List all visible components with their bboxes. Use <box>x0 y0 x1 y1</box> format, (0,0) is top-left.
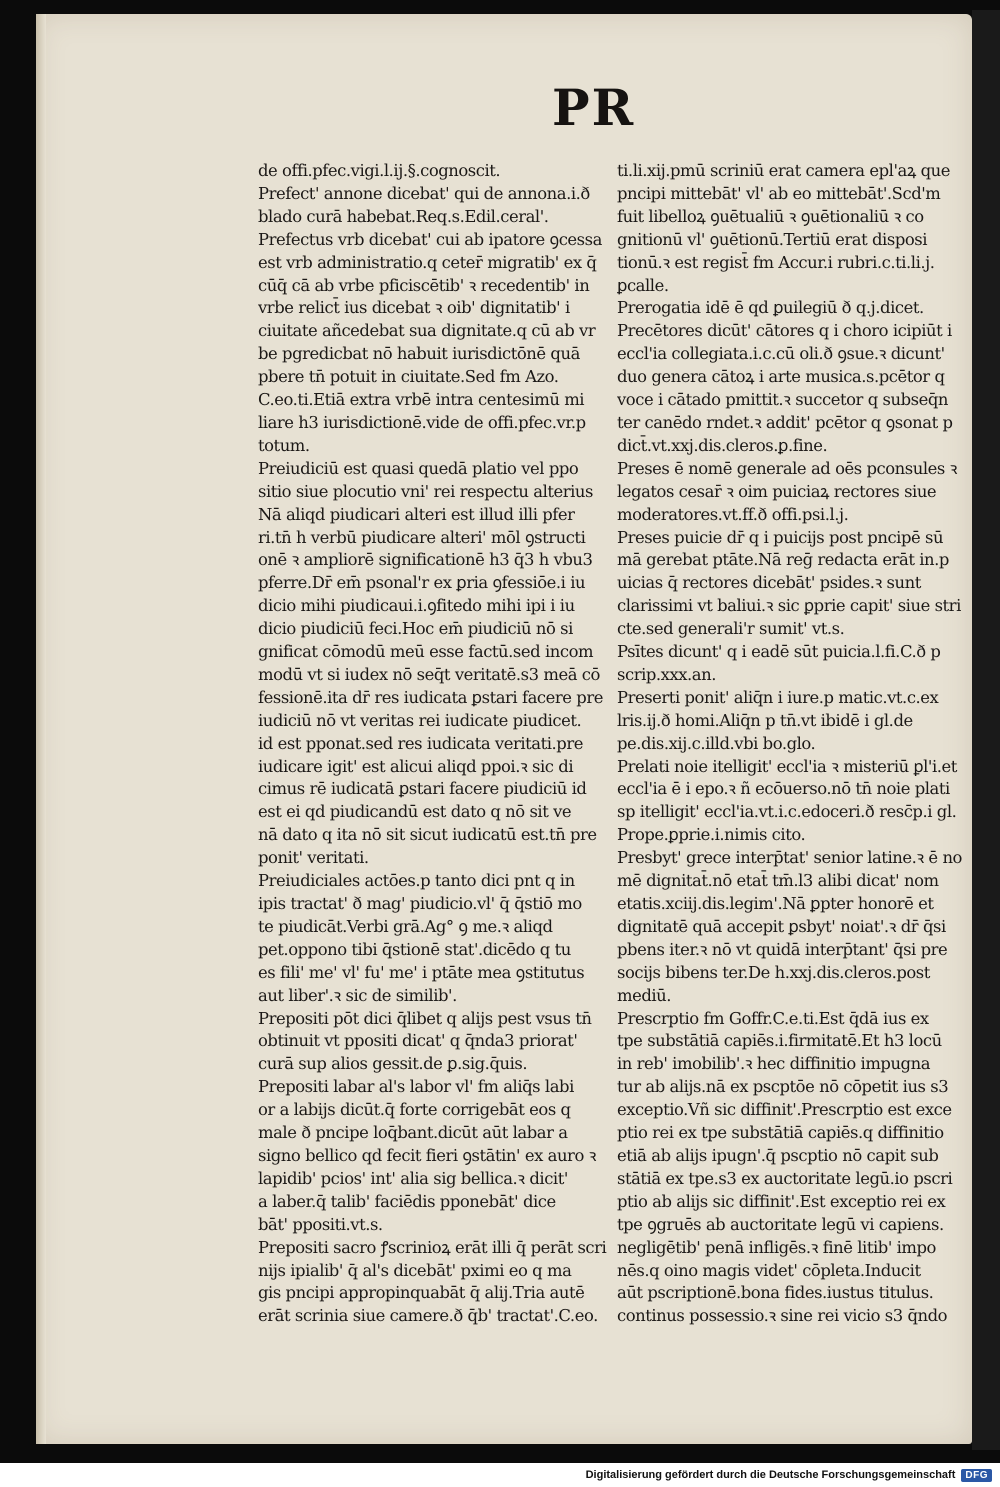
text-line: Precētores dicūt' cātores q i choro icipiūt i <box>617 321 952 341</box>
text-line: bāt' ppositi.vt.s. <box>258 1214 383 1234</box>
text-line: liare h3 iurisdictionē.vide de offi.pfec.vr.p <box>258 412 586 432</box>
text-line: obtinuit vt ppositi dicat' q q̄nda3 priorat' <box>258 1031 578 1051</box>
text-line: ponit' veritati. <box>258 848 369 868</box>
text-line: fessionē.ita dr̄ res iudicata ꝑstari facere pre <box>258 687 603 707</box>
text-line: voce i cātado pmittit.ꝛ succetor q subseq̄n <box>617 390 948 410</box>
text-line: cte.sed generali'r sumit' vt.s. <box>617 619 845 639</box>
text-line: est vrb administratio.q ceter̄ migratib' ex q̄ <box>258 252 597 272</box>
text-line: aut liber'.ꝛ sic de similib'. <box>258 985 457 1005</box>
text-line: iudiciū nō vt veritas rei iudicate piudicet. <box>258 710 582 730</box>
text-line: Prepositi pōt dici q̄libet q alijs pest vsus tn̄ <box>258 1008 592 1028</box>
text-line: Psītes dicunt' q i eadē sūt puicia.l.fi.C.ð p <box>617 642 941 662</box>
text-line: ti.li.xij.pmū scriniū erat camera epl'aꝝ que <box>617 161 951 180</box>
text-line: cimus rē iudicatā ꝑstari facere piudiciū id <box>258 779 587 799</box>
text-line: signo bellico qd fecit fieri ꝯstātin' ex auro ꝛ <box>258 1145 596 1165</box>
text-line: modū vt si iudex nō seq̄t veritatē.s3 meā cō <box>258 664 600 684</box>
text-line: pferre.Dr̄ em̄ psonal'r ex ꝑria ꝯfessiōe.i iu <box>258 573 586 593</box>
text-line: lris.ij.ð homi.Aliq̄n p tn̄.vt ibidē i gl.de <box>617 710 913 730</box>
text-line: est ei qd piudicandū est dato q nō sit ve <box>258 802 572 822</box>
text-line: fuit libelloꝝ ꝯuētualiū ꝛ ꝯuētionaliū ꝛ co <box>617 206 924 226</box>
footer-bar <box>0 1463 1000 1487</box>
text-line: dicio mihi piudicaui.i.ꝯfitedo mihi ipi i iu <box>258 596 575 616</box>
text-line: moderatores.vt.ff.ð offi.psi.l.j. <box>617 504 849 524</box>
text-line: dict̄.vt.xxj.dis.cleros.ꝑ.fine. <box>617 435 828 455</box>
text-line: sitio siue plocutio vni' rei respectu alterius <box>258 481 594 501</box>
text-line: socijs bibens ter.De h.xxj.dis.cleros.post <box>617 962 930 982</box>
text-line: Preiudiciales actōes.p tanto dici pnt q in <box>258 871 575 891</box>
text-line: male ð pncipe loq̄bant.dicūt aūt labar a <box>258 1123 568 1143</box>
text-line: te piudicāt.Verbi grā.Ag° ꝯ me.ꝛ aliqd <box>258 916 553 936</box>
text-line: or a labijs dicūt.q̄ forte corrigebāt eos q <box>258 1100 571 1120</box>
text-line: Prelati noie itelligit' eccl'ia ꝛ misteriū ꝑl'i.et <box>617 756 957 776</box>
text-line: blado curā habebat.Req.s.Edil.ceral'. <box>258 206 549 226</box>
text-line: tpe ꝯgruēs ab auctoritate legū vi capiens. <box>617 1214 944 1234</box>
text-line: a laber.q̄ talib' faciēdis pponebāt' dice <box>258 1191 556 1211</box>
text-line: curā sup alios gessit.de ꝑ.sig.q̄uis. <box>258 1054 528 1074</box>
text-line: etatis.xciij.dis.legim'.Nā ꝑpter honorē et <box>617 894 934 913</box>
text-column-left <box>258 160 613 1328</box>
text-line: sp itelligit' eccl'ia.vt.i.c.edoceri.ð resc̄p.i gl. <box>617 802 957 822</box>
text-line: pbens iter.ꝛ nō vt quidā interp̄tant' q̄si pre <box>617 939 948 959</box>
text-line: totum. <box>258 435 310 455</box>
text-line: tionū.ꝛ est regist̄ fm Accur.i rubri.c.ti.li.j. <box>617 252 935 272</box>
text-line: Prerogatia idē ē qd ꝑuilegiū ð q.j.dicet. <box>617 298 924 318</box>
text-line: clarissimi vt baliui.ꝛ sic ꝑprie capit' siue stri <box>617 596 961 616</box>
text-line: Preserti ponit' aliq̄n i iure.p matic.vt.c.ex <box>617 687 939 707</box>
text-line: Prope.ꝑprie.i.nimis cito. <box>617 825 806 845</box>
text-line: Prepositi labar al's labor vl' fm aliq̄s labi <box>258 1077 574 1097</box>
text-line: pncipi mittebāt' vl' ab eo mittebāt'.Scd'm <box>617 183 941 203</box>
text-line: pbere tn̄ potuit in ciuitate.Sed fm Azo. <box>258 367 559 387</box>
text-line: pet.oppono tibi q̄stionē stat'.dicēdo q tu <box>258 939 571 959</box>
text-line: pe.dis.xij.c.illd.vbi bo.glo. <box>617 733 816 753</box>
text-line: ꝑcalle. <box>617 275 669 295</box>
text-line: Preses puicie dr̄ q i puicijs post pncipē sū <box>617 527 944 547</box>
text-line: ri.tn̄ h verbū piudicare alteri' mōl ꝯstructi <box>258 527 586 547</box>
text-line: negligētib' penā infligēs.ꝛ finē litib' impo <box>617 1237 936 1257</box>
text-line: nijs ipialib' q̄ al's dicebāt' pximi eo q ma <box>258 1260 572 1280</box>
text-line: lapidib' pcios' int' alia sig bellica.ꝛ dicit' <box>258 1168 568 1188</box>
text-line: in reb' imobilib'.ꝛ hec diffinitio impugna <box>617 1054 931 1074</box>
text-line: dignitatē quā accepit ꝑsbyt' noiat'.ꝛ dr̄ q̄si <box>617 916 946 936</box>
text-line: continus possessio.ꝛ sine rei vicio s3 q̄ndo <box>617 1306 948 1326</box>
text-line: iudicare igit' est alicui aliqd ppoi.ꝛ sic di <box>258 756 574 776</box>
page-edge <box>36 14 46 1444</box>
text-line: C.eo.ti.Etiā extra vrbē intra centesimū mi <box>258 390 585 410</box>
text-line: Prefect' annone dicebat' qui de annona.i.ð <box>258 183 590 203</box>
footer-credit: Digitalisierung gefördert durch die Deutsche Forschungsgemeinschaft <box>585 1469 956 1481</box>
text-line: legatos cesar̄ ꝛ oim puiciaꝝ rectores siue <box>617 481 937 501</box>
text-line: mā gerebat ptāte.Nā reḡ redacta erāt in.p <box>617 550 949 570</box>
text-line: gnificat cōmodū meū esse factū.sed incom <box>258 642 594 662</box>
text-line: scrip.xxx.an. <box>617 664 717 684</box>
text-line: cūq̄ cā ab vrbe pficiscētib' ꝛ recedentib' in <box>258 275 590 295</box>
text-line: dicio piudiciū feci.Hoc em̄ piudiciū nō si <box>258 619 573 639</box>
text-line: stātiā ex tpe.s3 ex auctoritate legū.io pscri <box>617 1168 953 1188</box>
book-gutter <box>972 10 1000 1450</box>
text-line: de offi.pfec.vigi.l.ij.§.cognoscit. <box>258 161 501 180</box>
text-line: ptio ab alijs sic diffinit'.Est exceptio rei ex <box>617 1191 946 1211</box>
text-line: aūt pscriptionē.bona fides.iustus titulus. <box>617 1283 934 1303</box>
text-line: duo genera cātoꝝ i arte musica.s.pcētor q <box>617 367 945 387</box>
text-line: ipis tractat' ð mag' piudicio.vl' q̄ q̄stiō mo <box>258 894 582 913</box>
text-line: gis pncipi appropinquabāt q̄ alij.Tria autē <box>258 1283 585 1303</box>
text-line: gnitionū vl' ꝯuētionū.Tertiū erat disposi <box>617 229 928 249</box>
text-line: id est pponat.sed res iudicata veritati.pre <box>258 733 583 753</box>
text-line: erāt scrinia siue camere.ð q̄b' tractat'.C.eo. <box>258 1306 598 1326</box>
dfg-logo: DFG <box>961 1469 992 1482</box>
text-line: es fili' me' vl' fu' me' i ptāte mea ꝯstitutus <box>258 962 585 982</box>
text-line: tur ab alijs.nā ex pscptōe nō cōpetit ius s3 <box>617 1077 949 1097</box>
text-line: etiā ab alijs ipugn'.q̄ pscptio nō capit sub <box>617 1145 939 1165</box>
text-line: Prepositi sacro ꝭscrinioꝝ erāt illi q̄ perāt scri <box>258 1237 607 1257</box>
text-line: nēs.q oino magis videt' cōpleta.Inducit <box>617 1260 921 1280</box>
text-line: Nā aliqd piudicari alteri est illud illi pfer <box>258 504 575 524</box>
text-line: be pgredicbat nō habuit iurisdictōnē quā <box>258 344 580 364</box>
page-heading: PR <box>552 78 636 137</box>
text-line: mē dignitat̄.nō etat̄ tm̄.l3 alibi dicat' nom <box>617 871 939 891</box>
text-line: ter canēdo rndet.ꝛ addit' pcētor q ꝯsonat p <box>617 412 953 432</box>
text-line: mediū. <box>617 985 672 1005</box>
text-line: Presbyt' grece interp̄tat' senior latine.ꝛ ē no <box>617 848 962 868</box>
text-line: Preiudiciū est quasi quedā platio vel ppo <box>258 458 579 478</box>
text-line: tpe substātiā capiēs.i.firmitatē.Et h3 locū <box>617 1031 942 1051</box>
text-line: Prescrptio fm Goffr.C.e.ti.Est q̄dā ius ex <box>617 1008 929 1028</box>
text-line: exceptio.Vñ sic diffinit'.Prescrptio est exce <box>617 1100 952 1120</box>
text-line: eccl'ia collegiata.i.c.cū oli.ð ꝯsue.ꝛ dicunt' <box>617 344 945 364</box>
text-line: onē ꝛ ampliorē significationē h3 q̄3 h vbu3 <box>258 550 593 570</box>
text-line: eccl'ia ē i epo.ꝛ ñ ecōuerso.nō tn̄ noie plati <box>617 779 950 799</box>
text-line: uicias q̄ rectores dicebāt' psides.ꝛ sunt <box>617 573 921 593</box>
text-column-right <box>617 160 972 1328</box>
text-line: ciuitate añcedebat sua dignitate.q cū ab vr <box>258 321 596 341</box>
text-line: nā dato q ita nō sit sicut iudicatū est.tn̄ pre <box>258 825 597 845</box>
text-line: vrbe relict̄ ius dicebat ꝛ oib' dignitatib' i <box>258 298 570 318</box>
text-line: Prefectus vrb dicebat' cui ab ipatore ꝯcessa <box>258 229 602 249</box>
text-line: ptio rei ex tpe substātiā capiēs.q diffinitio <box>617 1123 944 1143</box>
text-line: Preses ē nomē generale ad oēs pconsules ꝛ <box>617 458 957 478</box>
